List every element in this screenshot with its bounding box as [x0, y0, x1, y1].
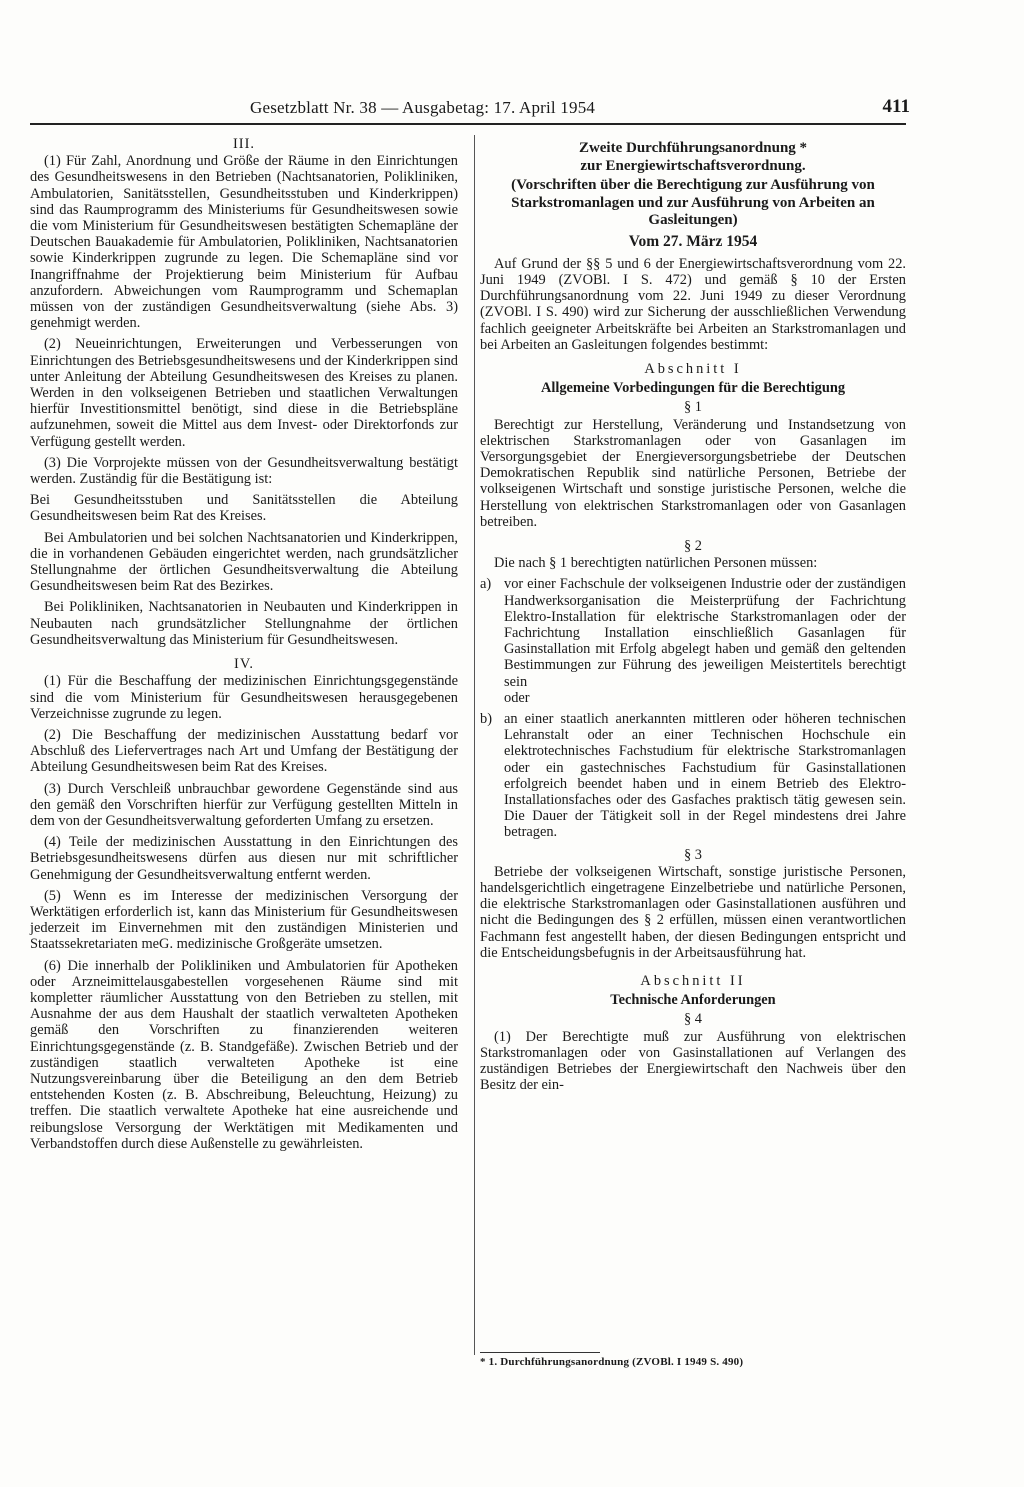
paragraph: Berechtigt zur Herstellung, Veränderung und Instandsetzung von elektrischen Starkstromanlagen oder von Gasanlagen im Versorgungsgebiet der Energieversorgungsbetriebe der Deutschen Demokratischen Republik sind natürliche Personen, Betriebe der volkseigenen Wirtschaft und sonstige juristische Personen, welche die Herstellung von elektrischen Starkstromanlagen oder von Gasanlagen betreiben.: [480, 416, 906, 530]
paragraph: Bei Polikliniken, Nachtsanatorien in Neubauten und Kinderkrippen in Neubauten nach grundsätzlicher Stellungnahme der örtlichen Gesundheitsverwaltung das Ministerium für Gesundheitswesen.: [30, 599, 458, 648]
list-label: a): [480, 576, 492, 593]
paragraph: Auf Grund der §§ 5 und 6 der Energiewirtschaftsverordnung vom 22. Juni 1949 (ZVOBl. I S. 472) und gemäß § 10 der Ersten Durchführungsanordnung vom 22. Juni 1949 zu dieser Verordnung (ZVOBl. I S. 490) wird zur Sicherung der ausschließlichen Verwendung fachlich geeigneter Arbeitskräfte bei Arbeiten an Starkstromanlagen und bei Arbeiten an Gasleitungen folgendes bestimmt:: [480, 255, 906, 353]
section-heading-iv: IV.: [234, 656, 254, 673]
ordinance-date: Vom 27. März 1954: [628, 232, 758, 250]
paragraph: (6) Die innerhalb der Polikliniken und Ambulatorien für Apotheken oder Arzneimittelausgabestellen vorgesehenen Räume sind mit kompletter räumlicher Ausstattung von den Betrieben zu stellen, mit Ausnahme der aus dem Haushalt der staatlich verwalteten Apotheken gemäß den Vorschriften zu finanzierenden weiteren Einrichtungsgegenstände (z. B. Standgefäße). Zwischen Betrieb und der zuständigen staatlich verwalteten Apotheke ist eine Nutzungsvereinbarung über die Beteiligung an den dem Betrieb entstehenden Kosten (z. B. Abschreibung, Beleuchtung, Heizung) zu treffen. Die staatlich verwaltete Apotheke hat eine ausreichende und reibungslose Versorgung der Werktätigen mit Medikamenten und Verbandstoffen durch diese Außenstelle zu gewährleisten.: [30, 957, 458, 1152]
paragraph: (1) Für Zahl, Anordnung und Größe der Räume in den Einrichtungen des Gesundheitswesens in den Betrieben (Nachtsanatorien, Polikliniken, Ambulatorien, Sanitätsstellen, Gesundheitsstuben und Kinderkrippen) sind das Raumprogramm des Ministeriums für Gesundheitswesen sowie die vom Ministerium für Gesundheitswesen bestätigten Schemapläne der Deutschen Bauakademie für Ambulatorien, Polikliniken, Nachtsanatorien sowie Kinderkrippen zugrunde zu legen. Die Schemapläne sind vor Inangriffnahme der Projektierung beim Ministerium für Aufbau anzufordern. Abweichungen vom Raumprogramm und Schemaplan müssen von der zuständigen Gesundheitsverwaltung (siehe Abs. 3) genehmigt werden.: [30, 153, 458, 332]
paragraph: Die nach § 1 berechtigten natürlichen Personen müssen:: [494, 555, 818, 572]
paragraph: (3) Die Vorprojekte müssen von der Gesundheitsverwaltung bestätigt werden. Zuständig für die Bestätigung ist:: [30, 454, 458, 488]
section-title-abschnitt-1: Allgemeine Vorbedingungen für die Berechtigung: [540, 380, 846, 397]
list-text: vor einer Fachschule der volkseigenen Industrie oder der zuständigen Handwerksorganisation die Meisterprüfung der Fachrichtung Elektro-Installation für elektrische Starkstromanlagen oder der Fachrichtung Installation einschließlich Gasanlagen für Gasinstallation mit Erfolg abgelegt haben und gemäß den geltenden Bestimmungen zur Führung des jeweiligen Meistertitels berechtigt sein oder: [504, 576, 906, 706]
paragraph: Bei Gesundheitsstuben und Sanitätsstellen die Abteilung Gesundheitswesen beim Rat des Kreises.: [30, 492, 458, 525]
paragraph: (2) Neueinrichtungen, Erweiterungen und Verbesserungen von Einrichtungen des Betriebsgesundheitswesens und der Kinderkrippen sind unter Anleitung der Abteilung Gesundheitswesen des Kreises zu planen. Werden in den volkseigenen Betrieben und staatlichen Verwaltungen hierfür Investitionsmittel benötigt, sind diese in die Betriebspläne aufzunehmen, soweit die Mittel aus dem Invest- oder Direktorfonds zur Verfügung gestellt werden.: [30, 336, 458, 450]
section-heading-iii: III.: [233, 136, 255, 152]
paragraph: (3) Durch Verschleiß unbrauchbar gewordene Gegenstände sind aus den gemäß den Vorschriften hierfür zur Verfügung gestellten Mitteln in dem von der Gesundheitsverwaltung geforderten Umfang zu ersetzen.: [30, 780, 458, 829]
paragraph: (2) Die Beschaffung der medizinischen Ausstattung bedarf vor Abschluß des Liefervertrages nach Art und Umfang der Bestätigung der Abteilung Gesundheitswesen beim Rat des Kreises.: [30, 726, 458, 776]
section-heading-abschnitt-1: Abschnitt I: [644, 360, 742, 377]
column-divider: [474, 135, 475, 1355]
header-rule: [30, 123, 906, 125]
paragraph: (1) Der Berechtigte muß zur Ausführung von elektrischen Starkstromanlagen oder von Gasinstallationen auf Verlangen des zuständigen Betriebes der Energiewirtschaft den Nachweis über den Besitz der ein-: [480, 1028, 906, 1094]
list-item: [480, 711, 906, 841]
footnote-rule: [480, 1352, 600, 1353]
ordinance-subtitle: zur Energiewirtschaftsverordnung.: [580, 157, 806, 174]
section-title-abschnitt-2: Technische Anforderungen: [610, 992, 776, 1009]
paragraph: (4) Teile der medizinischen Ausstattung in den Einrichtungen des Betriebsgesundheitswesens dürfen aus diesen nur mit schriftlicher Genehmigung der Gesundheitsverwaltung entfernt werden.: [30, 834, 458, 883]
conjunction: oder: [504, 689, 530, 706]
paragraph-sign-3: § 3: [684, 846, 702, 863]
paragraph: (1) Für die Beschaffung der medizinischen Einrichtungsgegenstände sind die vom Ministerium für Gesundheitswesen herausgegebenen Verzeichnisse zugrunde zu legen.: [30, 673, 458, 722]
page-number: 411: [882, 96, 910, 117]
paragraph: Betriebe der volkseigenen Wirtschaft, sonstige juristische Personen, handelsgerichtlich eingetragene Einzelbetriebe und natürliche Personen, die elektrische Starkstromanlagen oder Gasinstallationen ausführen und nicht die Bedingungen des § 2 erfüllen, müssen einen verantwortlichen Fachmann fest angestellt haben, der diesen Bedingungen entspricht und die Entscheidungsbefugnis in der Arbeitsausführung hat.: [480, 863, 906, 961]
list-item: [480, 576, 906, 706]
paragraph-sign-4: § 4: [684, 1011, 702, 1028]
list-text: an einer staatlich anerkannten mittleren oder höheren technischen Lehranstalt oder an einer Technischen Hochschule ein elektrotechnisches Fachstudium für elektrische Starkstromanlagen oder ein gastechnisches Fachstudium für Gasinstallationen erfolgreich beendet haben und in einem Betrieb des Elektro-Installationsfaches oder des Gasfaches praktisch tätig gewesen sein. Die Dauer der Tätigkeit soll in der Regel mindestens drei Jahre betragen.: [504, 710, 906, 841]
list-label: b): [480, 710, 492, 727]
ordinance-title: Zweite Durchführungsanordnung *: [578, 140, 808, 156]
right-column: [480, 140, 906, 1098]
paragraph-sign-1: § 1: [684, 399, 702, 416]
header-title: Gesetzblatt Nr. 38 — Ausgabetag: 17. April 1954: [250, 98, 596, 117]
footnote: * 1. Durchführungsanordnung (ZVOBl. I 1949 S. 490): [480, 1356, 744, 1368]
left-column: [30, 136, 458, 1157]
section-heading-abschnitt-2: Abschnitt II: [640, 973, 746, 990]
paragraph: (5) Wenn es im Interesse der medizinischen Versorgung der Werktätigen erforderlich ist, kann das Ministerium für Gesundheitswesen jederzeit im Einvernehmen mit den zuständigen Ministerien und Staatssekretariaten meG. medizinische Großgeräte umsetzen.: [30, 887, 458, 953]
paragraph: Bei Ambulatorien und bei solchen Nachtsanatorien und Kinderkrippen, die in vorhandenen Gebäuden eingerichtet werden, nach grundsätzlicher Stellungnahme der örtlichen Gesundheitsverwaltung die Abteilung Gesundheitswesen beim Rat des Bezirkes.: [30, 529, 458, 595]
paragraph-sign-2: § 2: [684, 537, 702, 554]
ordinance-scope: (Vorschriften über die Berechtigung zur Ausführung von Starkstromanlagen und zur Ausführung von Arbeiten an Gasleitungen): [511, 177, 875, 228]
